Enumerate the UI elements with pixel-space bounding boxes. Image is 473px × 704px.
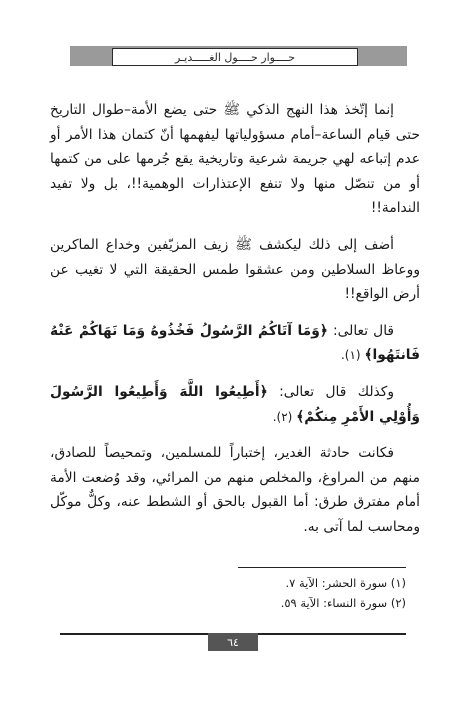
paragraph: أضف إلى ذلك ليكشف ﷺ زيف المزيّفين وخداع الماكرين ووعاظ السلاطين ومن عشقوا طمس الحقيقة التي لا تغيب عن أرض الواقع!!	[50, 236, 420, 303]
footnotes	[60, 573, 406, 613]
citation-intro: قال تعالى:	[327, 322, 394, 339]
page-body	[50, 98, 420, 552]
page-number-box	[208, 633, 258, 651]
footnote-ref: (١).	[340, 348, 365, 363]
running-header	[112, 48, 358, 66]
footnote-ref: (٢).	[272, 409, 297, 424]
quran-verse: ﴿أَطِيعُوا اللَّهَ وَأَطِيعُوا الرَّسُولَ وَأُوْلِي الأَمْرِ مِنكُمْ﴾	[50, 383, 420, 425]
quran-citation	[50, 319, 420, 368]
paragraph: إنما إتّخذ هذا النهج الذكي ﷺ حتى يضع الأمة–طوال التاريخ حتى قيام الساعة–أمام مسؤولياتها ليفهمها أنّ كتمان هذا الأمر أو عدم إتباعه لهي جريمة شرعية وتاريخية يقع جُرمها على من كتمها أو من تنصّل منها ولا تنفع الإعتذارات الوهمية!!، بل ولا تفيد الندامة!!	[50, 102, 420, 217]
paragraph: فكانت حادثة الغدير، إختباراً للمسلمين، وتمحيصاً للصادق، منهم من المراوغ، والمخلص منهم من المرائي، وقد وُضعت الأمة أمام مفترق طرق: أما القبول بالحق أو الشطط عنه، وكلٌّ موكّل ومحاسب لما آتى به.	[50, 445, 420, 535]
footnote: (٢) سورة النساء: الآية ٥٩.	[280, 596, 406, 610]
page-number: ٦٤	[227, 635, 239, 649]
footnote-divider	[238, 567, 406, 568]
quran-verse: ﴿وَمَا آتَاكُمُ الرَّسُولُ فَخُذُوهُ وَمَا نَهَاكُمْ عَنْهُ فَانتَهُوا﴾	[50, 322, 420, 364]
footnote: (١) سورة الحشر: الآية ٧.	[285, 576, 406, 590]
citation-intro: وكذلك قال تعالى:	[267, 383, 394, 400]
quran-citation	[50, 380, 420, 429]
header-title: حــــوار حــــول الغـــــديـر	[174, 50, 296, 64]
